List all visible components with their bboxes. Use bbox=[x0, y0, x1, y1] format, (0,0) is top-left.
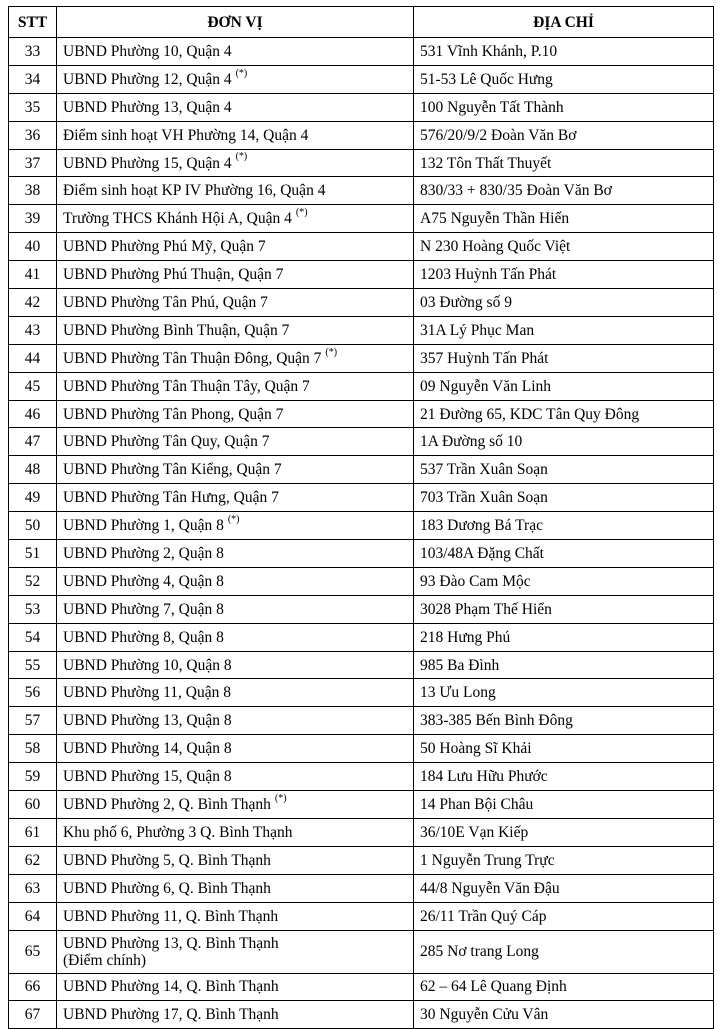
row-address: 03 Đường số 9 bbox=[414, 289, 714, 317]
table-row bbox=[9, 484, 714, 512]
table-row bbox=[9, 930, 714, 973]
table-row bbox=[9, 595, 714, 623]
row-unit bbox=[57, 846, 414, 874]
row-address: 183 Dương Bá Trạc bbox=[414, 512, 714, 540]
row-unit-name: UBND Phường 15, Quận 4 bbox=[63, 154, 232, 172]
row-unit bbox=[57, 679, 414, 707]
row-address: 44/8 Nguyễn Văn Đậu bbox=[414, 874, 714, 902]
table-row bbox=[9, 177, 714, 205]
row-unit bbox=[57, 177, 414, 205]
row-unit-name: UBND Phường 11, Quận 8 bbox=[63, 684, 232, 702]
row-unit bbox=[57, 973, 414, 1001]
table-row bbox=[9, 316, 714, 344]
row-address: 14 Phan Bội Châu bbox=[414, 791, 714, 819]
row-unit-name: UBND Phường Tân Thuận Tây, Quận 7 bbox=[63, 377, 310, 395]
table-row bbox=[9, 651, 714, 679]
row-unit-name: UBND Phường 13, Quận 8 bbox=[63, 712, 232, 730]
row-unit-name: UBND Phường 8, Quận 8 bbox=[63, 628, 224, 646]
row-address: 531 Vĩnh Khánh, P.10 bbox=[414, 38, 714, 66]
row-unit bbox=[57, 763, 414, 791]
row-stt: 37 bbox=[9, 149, 57, 177]
row-unit-name: UBND Phường Tân Quy, Quận 7 bbox=[63, 433, 270, 451]
row-stt: 54 bbox=[9, 623, 57, 651]
table-row bbox=[9, 289, 714, 317]
table-row bbox=[9, 428, 714, 456]
row-stt: 52 bbox=[9, 567, 57, 595]
row-address: 21 Đường 65, KDC Tân Quy Đông bbox=[414, 400, 714, 428]
row-unit bbox=[57, 1001, 414, 1029]
row-address: 576/20/9/2 Đoàn Văn Bơ bbox=[414, 121, 714, 149]
row-address: 3028 Phạm Thế Hiển bbox=[414, 595, 714, 623]
row-address: 26/11 Trần Quý Cáp bbox=[414, 902, 714, 930]
row-unit-name: UBND Phường 14, Quận 8 bbox=[63, 740, 232, 758]
row-address: 51-53 Lê Quốc Hưng bbox=[414, 65, 714, 93]
row-stt: 34 bbox=[9, 65, 57, 93]
table-row bbox=[9, 735, 714, 763]
footnote-marker: (*) bbox=[235, 151, 248, 163]
row-unit bbox=[57, 651, 414, 679]
row-unit-name: UBND Phường 6, Q. Bình Thạnh bbox=[63, 879, 271, 897]
row-unit bbox=[57, 261, 414, 289]
row-address: 1A Đường số 10 bbox=[414, 428, 714, 456]
row-stt: 58 bbox=[9, 735, 57, 763]
table-row bbox=[9, 973, 714, 1001]
row-unit-name: UBND Phường 13, Quận 4 bbox=[63, 98, 232, 116]
row-unit bbox=[57, 595, 414, 623]
row-unit-name: Khu phố 6, Phường 3 Q. Bình Thạnh bbox=[63, 823, 293, 841]
row-unit-name: UBND Phường Tân Thuận Đông, Quận 7 bbox=[63, 349, 322, 367]
row-address: 1203 Huỳnh Tấn Phát bbox=[414, 261, 714, 289]
row-stt: 60 bbox=[9, 791, 57, 819]
table-row bbox=[9, 874, 714, 902]
row-unit bbox=[57, 233, 414, 261]
row-stt: 62 bbox=[9, 846, 57, 874]
row-stt: 46 bbox=[9, 400, 57, 428]
row-stt: 47 bbox=[9, 428, 57, 456]
table-row bbox=[9, 623, 714, 651]
row-stt: 63 bbox=[9, 874, 57, 902]
row-stt: 42 bbox=[9, 289, 57, 317]
row-stt: 49 bbox=[9, 484, 57, 512]
row-stt: 33 bbox=[9, 38, 57, 66]
row-unit-name: UBND Phường 10, Quận 8 bbox=[63, 656, 232, 674]
row-unit bbox=[57, 400, 414, 428]
row-unit bbox=[57, 38, 414, 66]
row-stt: 59 bbox=[9, 763, 57, 791]
table-row bbox=[9, 344, 714, 372]
header-address: ĐỊA CHỈ bbox=[414, 7, 714, 38]
table-row bbox=[9, 846, 714, 874]
row-stt: 51 bbox=[9, 540, 57, 568]
row-unit bbox=[57, 149, 414, 177]
footnote-marker: (*) bbox=[295, 207, 308, 219]
row-unit bbox=[57, 65, 414, 93]
row-unit bbox=[57, 93, 414, 121]
row-address: 537 Trần Xuân Soạn bbox=[414, 456, 714, 484]
row-unit-name: UBND Phường Phú Thuận, Quận 7 bbox=[63, 266, 284, 284]
row-unit-name: UBND Phường 11, Q. Bình Thạnh bbox=[63, 907, 279, 925]
row-unit bbox=[57, 735, 414, 763]
table-row bbox=[9, 205, 714, 233]
footnote-marker: (*) bbox=[274, 792, 287, 804]
table-row bbox=[9, 540, 714, 568]
row-stt: 57 bbox=[9, 707, 57, 735]
row-unit bbox=[57, 205, 414, 233]
row-address: 357 Huỳnh Tấn Phát bbox=[414, 344, 714, 372]
row-unit-name: Điểm sinh hoạt VH Phường 14, Quận 4 bbox=[63, 126, 309, 144]
table-row bbox=[9, 567, 714, 595]
table-header-row bbox=[9, 7, 714, 38]
row-address: 830/33 + 830/35 Đoàn Văn Bơ bbox=[414, 177, 714, 205]
row-unit bbox=[57, 818, 414, 846]
row-unit bbox=[57, 930, 414, 973]
row-stt: 53 bbox=[9, 595, 57, 623]
row-unit bbox=[57, 512, 414, 540]
row-unit bbox=[57, 316, 414, 344]
row-address: 30 Nguyễn Cửu Vân bbox=[414, 1001, 714, 1029]
table-row bbox=[9, 261, 714, 289]
row-unit bbox=[57, 121, 414, 149]
table-row bbox=[9, 707, 714, 735]
row-unit-name: UBND Phường Tân Hưng, Quận 7 bbox=[63, 489, 279, 507]
table-row bbox=[9, 763, 714, 791]
table-row bbox=[9, 791, 714, 819]
table-row bbox=[9, 456, 714, 484]
row-stt: 38 bbox=[9, 177, 57, 205]
row-address: A75 Nguyễn Thần Hiến bbox=[414, 205, 714, 233]
row-unit-name: UBND Phường 7, Quận 8 bbox=[63, 600, 224, 618]
row-stt: 39 bbox=[9, 205, 57, 233]
row-address: 62 – 64 Lê Quang Định bbox=[414, 973, 714, 1001]
row-unit-subtitle: (Điểm chính) bbox=[63, 951, 147, 969]
row-unit-name: UBND Phường 4, Quận 8 bbox=[63, 572, 224, 590]
table-row bbox=[9, 233, 714, 261]
row-unit bbox=[57, 289, 414, 317]
row-unit bbox=[57, 484, 414, 512]
row-unit-name: UBND Phường Tân Phong, Quận 7 bbox=[63, 405, 284, 423]
row-address: 285 Nơ trang Long bbox=[414, 930, 714, 973]
row-unit-name: UBND Phường 1, Quận 8 bbox=[63, 517, 224, 535]
row-unit bbox=[57, 428, 414, 456]
row-address: 218 Hưng Phú bbox=[414, 623, 714, 651]
row-address: 09 Nguyễn Văn Linh bbox=[414, 372, 714, 400]
row-unit-name: UBND Phường 14, Q. Bình Thạnh bbox=[63, 978, 279, 996]
row-unit bbox=[57, 540, 414, 568]
table-row bbox=[9, 65, 714, 93]
row-address: 50 Hoàng Sĩ Khải bbox=[414, 735, 714, 763]
table-row bbox=[9, 1001, 714, 1029]
row-unit-name: UBND Phường Bình Thuận, Quận 7 bbox=[63, 321, 290, 339]
footnote-marker: (*) bbox=[227, 513, 240, 525]
table-row bbox=[9, 121, 714, 149]
table-row bbox=[9, 372, 714, 400]
row-address: 93 Đào Cam Mộc bbox=[414, 567, 714, 595]
row-stt: 50 bbox=[9, 512, 57, 540]
row-address: 1 Nguyễn Trung Trực bbox=[414, 846, 714, 874]
table-row bbox=[9, 93, 714, 121]
row-stt: 56 bbox=[9, 679, 57, 707]
header-unit: ĐƠN VỊ bbox=[57, 7, 414, 38]
row-stt: 40 bbox=[9, 233, 57, 261]
row-stt: 35 bbox=[9, 93, 57, 121]
row-stt: 45 bbox=[9, 372, 57, 400]
row-unit bbox=[57, 707, 414, 735]
table-row bbox=[9, 512, 714, 540]
table-row bbox=[9, 679, 714, 707]
row-address: 703 Trần Xuân Soạn bbox=[414, 484, 714, 512]
row-stt: 43 bbox=[9, 316, 57, 344]
row-address: N 230 Hoàng Quốc Việt bbox=[414, 233, 714, 261]
row-unit bbox=[57, 874, 414, 902]
row-address: 100 Nguyễn Tất Thành bbox=[414, 93, 714, 121]
row-unit bbox=[57, 344, 414, 372]
row-unit bbox=[57, 567, 414, 595]
row-stt: 64 bbox=[9, 902, 57, 930]
row-unit-name: UBND Phường Phú Mỹ, Quận 7 bbox=[63, 238, 266, 256]
row-address: 184 Lưu Hữu Phước bbox=[414, 763, 714, 791]
row-unit-name: UBND Phường 17, Q. Bình Thạnh bbox=[63, 1006, 279, 1024]
row-unit-name: UBND Phường 10, Quận 4 bbox=[63, 42, 232, 60]
row-unit bbox=[57, 791, 414, 819]
row-address: 31A Lý Phục Man bbox=[414, 316, 714, 344]
row-stt: 44 bbox=[9, 344, 57, 372]
row-unit-name: UBND Phường Tân Kiểng, Quận 7 bbox=[63, 461, 282, 479]
row-stt: 48 bbox=[9, 456, 57, 484]
table-row bbox=[9, 400, 714, 428]
table-row bbox=[9, 149, 714, 177]
table-row bbox=[9, 38, 714, 66]
row-stt: 41 bbox=[9, 261, 57, 289]
locations-table bbox=[8, 6, 714, 1029]
row-unit-name: UBND Phường 2, Quận 8 bbox=[63, 544, 224, 562]
row-address: 132 Tôn Thất Thuyết bbox=[414, 149, 714, 177]
row-address: 985 Ba Đình bbox=[414, 651, 714, 679]
footnote-marker: (*) bbox=[235, 67, 248, 79]
row-address: 383-385 Bến Bình Đông bbox=[414, 707, 714, 735]
row-address: 36/10E Vạn Kiếp bbox=[414, 818, 714, 846]
row-address: 103/48A Đặng Chất bbox=[414, 540, 714, 568]
row-stt: 61 bbox=[9, 818, 57, 846]
row-unit-name: UBND Phường 2, Q. Bình Thạnh bbox=[63, 795, 271, 813]
row-stt: 67 bbox=[9, 1001, 57, 1029]
table-body bbox=[9, 38, 714, 1029]
row-unit-name: Trường THCS Khánh Hội A, Quận 4 bbox=[63, 210, 292, 228]
row-stt: 36 bbox=[9, 121, 57, 149]
row-unit-name: UBND Phường Tân Phú, Quận 7 bbox=[63, 293, 268, 311]
table-row bbox=[9, 818, 714, 846]
row-unit bbox=[57, 623, 414, 651]
footnote-marker: (*) bbox=[325, 346, 338, 358]
row-unit bbox=[57, 902, 414, 930]
row-address: 13 Ưu Long bbox=[414, 679, 714, 707]
row-unit-name: UBND Phường 15, Quận 8 bbox=[63, 768, 232, 786]
row-unit-name: Điểm sinh hoạt KP IV Phường 16, Quận 4 bbox=[63, 182, 326, 200]
row-stt: 66 bbox=[9, 973, 57, 1001]
row-stt: 65 bbox=[9, 930, 57, 973]
row-unit-name: UBND Phường 12, Quận 4 bbox=[63, 70, 232, 88]
row-unit bbox=[57, 456, 414, 484]
row-unit-name: UBND Phường 5, Q. Bình Thạnh bbox=[63, 851, 271, 869]
row-unit bbox=[57, 372, 414, 400]
header-stt: STT bbox=[9, 7, 57, 38]
row-stt: 55 bbox=[9, 651, 57, 679]
table-row bbox=[9, 902, 714, 930]
row-unit-name: UBND Phường 13, Q. Bình Thạnh bbox=[63, 934, 279, 952]
